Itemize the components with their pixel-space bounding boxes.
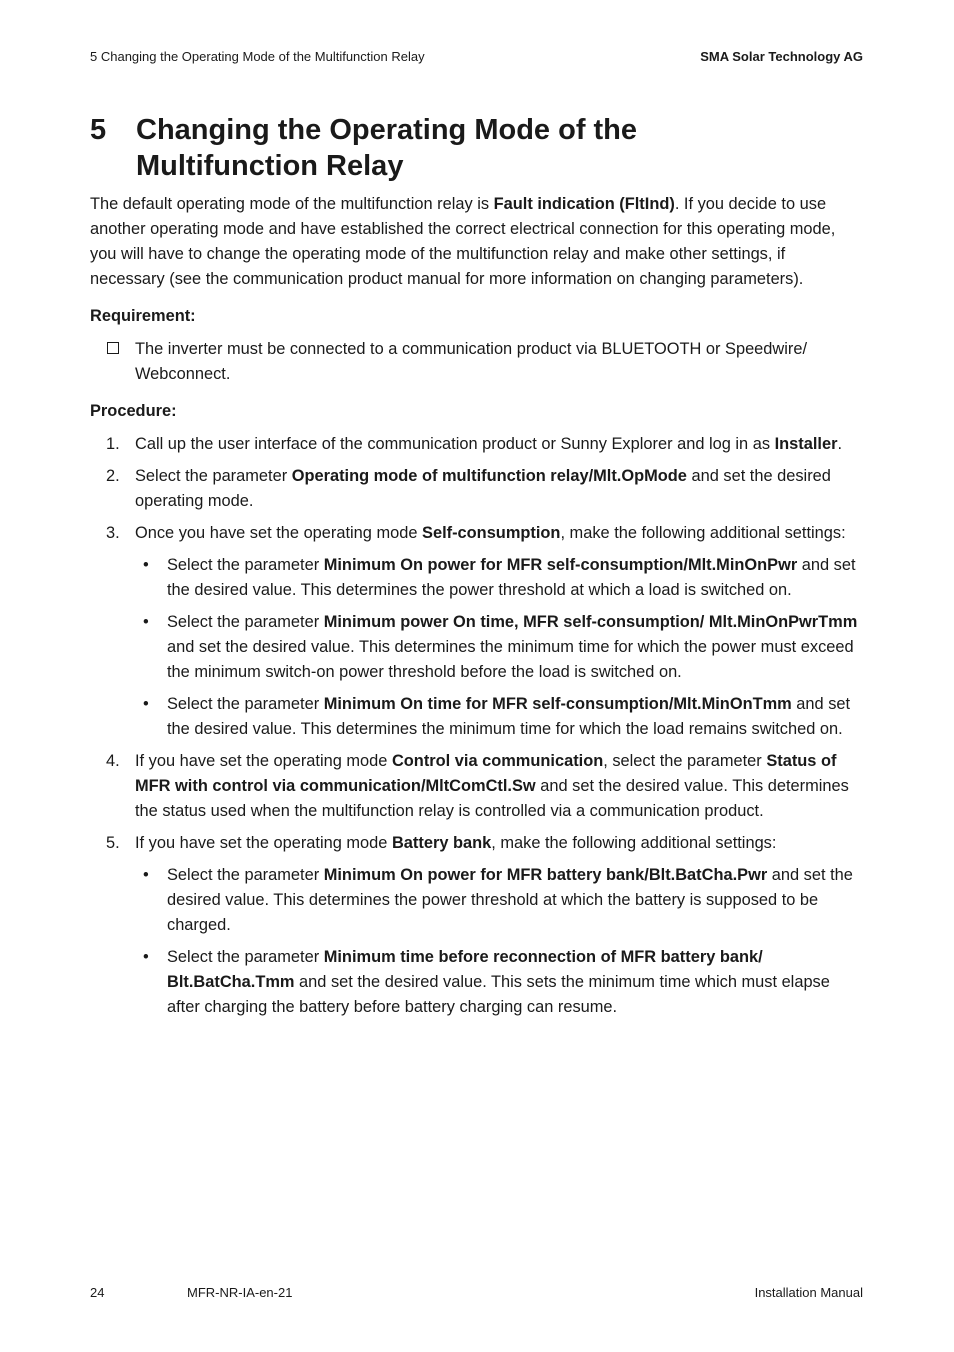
step-text: , make the following additional settings: — [560, 524, 846, 542]
step-bold: Battery bank — [391, 834, 492, 852]
step-bold: Self-consumption — [422, 524, 561, 542]
intro-text-2: . If you decide to use another operating mode and have established the correct electrical connection for this operating mode, you will have to change the operating mode of the multifunction relay and make other settings, if necessary (see the communication product manual for more information on changing parameters). — [90, 195, 836, 288]
page-title — [90, 112, 790, 184]
substep-text: and set the desired value. This determines the minimum time for which the power must exceed the minimum switch-on power threshold before the load is switched on. — [167, 638, 854, 681]
step-text: If you have set the operating mode — [135, 752, 392, 770]
step-text: If you have set the operating mode — [135, 834, 392, 852]
substep — [135, 610, 864, 685]
substep-text: and set the desired value. This determines the power threshold at which the battery is supposed to be charged. — [167, 866, 853, 934]
bullet-icon: • — [143, 695, 149, 713]
step-3 — [90, 521, 864, 742]
step-5 — [90, 831, 864, 1020]
substep-text: and set the desired value. This determines the power threshold at which a load is switched on. — [167, 556, 856, 599]
requirement-text: The inverter must be connected to a communication product via BLUETOOTH or Speedwire/ Webconnect. — [135, 340, 808, 383]
step-number: 5. — [106, 834, 120, 852]
substep-bold: Minimum power On time, MFR self-consumption/ Mlt.MinOnPwrTmm — [323, 613, 858, 631]
intro-paragraph — [90, 192, 864, 292]
chapter-title: Changing the Operating Mode of the Multifunction Relay — [136, 114, 638, 182]
step-3-substeps — [135, 553, 864, 742]
step-number: 2. — [106, 467, 120, 485]
substep — [135, 553, 864, 603]
checkbox-icon — [107, 342, 119, 354]
step-5-substeps — [135, 863, 864, 1020]
step-number: 1. — [106, 435, 120, 453]
step-bold: Status of MFR with control via communication/MltComCtl.Sw — [135, 752, 837, 795]
bullet-icon: • — [143, 613, 149, 631]
header-company: SMA Solar Technology AG — [700, 49, 863, 64]
substep-text: Select the parameter — [167, 556, 324, 574]
intro-text: The default operating mode of the multifunction relay is — [90, 195, 494, 213]
step-text: and set the desired value. This determines the status used when the multifunction relay is controlled via a communication product. — [135, 777, 849, 820]
page-number: 24 — [90, 1285, 105, 1300]
step-bold: Control via communication — [391, 752, 604, 770]
procedure-steps — [90, 432, 864, 1020]
page-header — [90, 49, 863, 69]
step-text: Call up the user interface of the communication product or Sunny Explorer and log in as — [135, 435, 775, 453]
requirement-heading: Requirement: — [90, 307, 196, 325]
document-id: MFR-NR-IA-en-21 — [187, 1285, 293, 1300]
requirement-item — [90, 337, 864, 387]
header-chapter: 5 Changing the Operating Mode of the Multifunction Relay — [90, 49, 425, 64]
step-2 — [90, 464, 864, 514]
substep — [135, 945, 864, 1020]
step-4 — [90, 749, 864, 824]
step-1 — [90, 432, 864, 457]
step-text: . — [837, 435, 843, 453]
substep-text: and set the desired value. This sets the minimum time which must elapse after charging the battery before battery charging can resume. — [167, 973, 830, 1016]
substep-text: Select the parameter — [167, 948, 324, 966]
substep-text: Select the parameter — [167, 866, 324, 884]
bullet-icon: • — [143, 556, 149, 574]
substep-bold: Minimum time before reconnection of MFR battery bank/ Blt.BatCha.Tmm — [167, 948, 763, 991]
substep-bold: Minimum On power for MFR battery bank/Blt.BatCha.Pwr — [323, 866, 768, 884]
step-text: , select the parameter — [603, 752, 767, 770]
substep — [135, 692, 864, 742]
substep-bold: Minimum On power for MFR self-consumption/Mlt.MinOnPwr — [323, 556, 798, 574]
step-text: and set the desired operating mode. — [135, 467, 831, 510]
substep-text: Select the parameter — [167, 613, 324, 631]
substep — [135, 863, 864, 938]
step-number: 4. — [106, 752, 120, 770]
step-text: Once you have set the operating mode — [135, 524, 423, 542]
intro-bold: Fault indication (FltInd) — [493, 195, 675, 213]
main-content — [90, 192, 864, 1027]
step-number: 3. — [106, 524, 120, 542]
step-text: Select the parameter — [135, 467, 292, 485]
step-bold: Operating mode of multifunction relay/Mlt.OpMode — [291, 467, 687, 485]
step-text: , make the following additional settings: — [491, 834, 777, 852]
procedure-heading: Procedure: — [90, 402, 177, 420]
substep-bold: Minimum On time for MFR self-consumption/Mlt.MinOnTmm — [323, 695, 792, 713]
bullet-icon: • — [143, 866, 149, 884]
bullet-icon: • — [143, 948, 149, 966]
chapter-number: 5 — [90, 114, 107, 146]
substep-text: Select the parameter — [167, 695, 324, 713]
substep-text: and set the desired value. This determines the minimum time for which the load remains switched on. — [167, 695, 851, 738]
manual-type: Installation Manual — [754, 1285, 863, 1300]
step-bold: Installer — [774, 435, 838, 453]
